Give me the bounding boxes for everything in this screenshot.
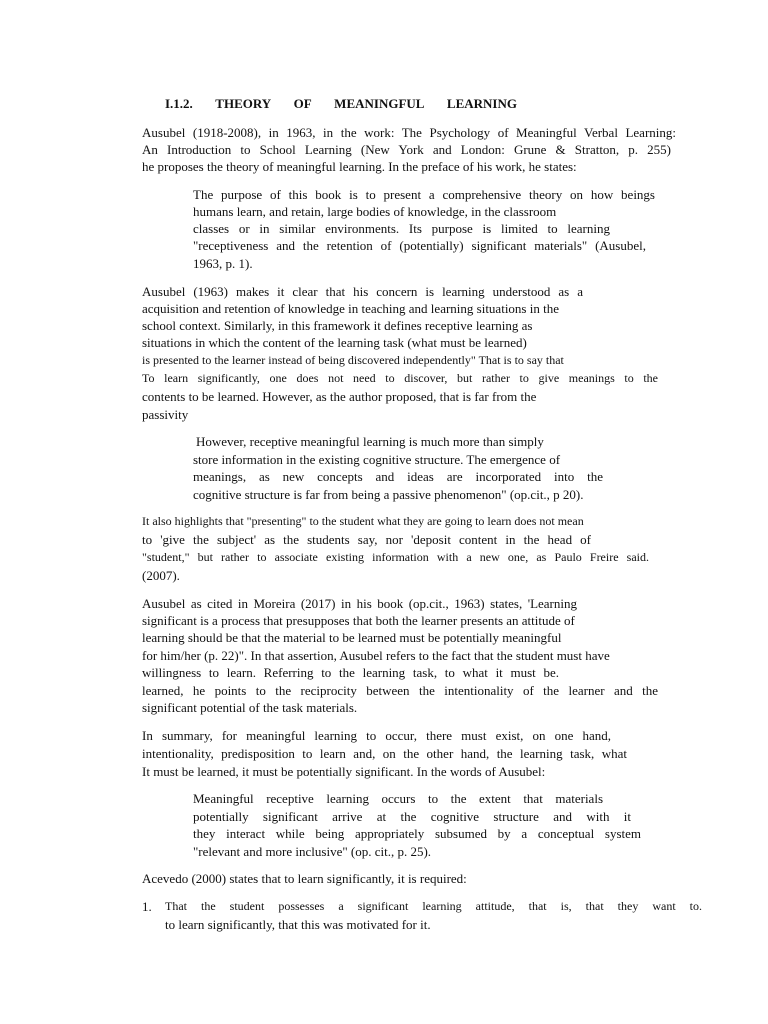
paragraph-line: to 'give the subject' as the students say, nor 'deposit content in the head of bbox=[142, 532, 591, 547]
paragraph-line: significant is a process that presupposes that both the learner presents an attitude of bbox=[142, 613, 575, 628]
paragraph-line: It must be learned, it must be potentially significant. In the words of Ausubel: bbox=[142, 764, 546, 779]
paragraph-line: To learn significantly, one does not need to discover, but rather to give meanings to the bbox=[142, 371, 658, 385]
paragraph-line: school context. Similarly, in this framework it defines receptive learning as bbox=[142, 318, 533, 333]
quote-line: meanings, as new concepts and ideas are incorporated into the bbox=[193, 469, 603, 484]
quote-line: The purpose of this book is to present a comprehensive theory on how beings bbox=[193, 187, 655, 202]
heading-word: LEARNING bbox=[446, 96, 517, 111]
quote-line: humans learn, and retain, large bodies of knowledge, in the classroom bbox=[193, 204, 557, 219]
quote-line: potentially significant arrive at the cognitive structure and with it bbox=[193, 809, 631, 824]
paragraph-line: In summary, for meaningful learning to occur, there must exist, on one hand, bbox=[142, 728, 611, 743]
paragraph-line: willingness to learn. Referring to the learning task, to what it must be. bbox=[142, 665, 559, 680]
paragraph-line: situations in which the content of the learning task (what must be learned) bbox=[142, 335, 527, 350]
paragraph-line: Ausubel as cited in Moreira (2017) in his book (op.cit., 1963) states, 'Learning bbox=[142, 596, 577, 611]
paragraph-line: learned, he points to the reciprocity between the intentionality of the learner and the bbox=[142, 683, 658, 698]
quote-line: classes or in similar environments. Its purpose is limited to learning bbox=[193, 221, 610, 236]
paragraph-line: Ausubel (1963) makes it clear that his concern is learning understood as a bbox=[142, 284, 583, 299]
heading-word: THEORY bbox=[215, 96, 272, 111]
list-item-line: to learn significantly, that this was motivated for it. bbox=[165, 917, 431, 932]
quote-line: However, receptive meaningful learning is much more than simply bbox=[196, 434, 544, 449]
section-heading bbox=[165, 95, 517, 112]
paragraph-line: learning should be that the material to be learned must be potentially meaningful bbox=[142, 630, 562, 645]
heading-word: MEANINGFUL bbox=[334, 96, 425, 111]
quote-line: they interact while being appropriately subsumed by a conceptual system bbox=[193, 826, 641, 841]
quote-line: 1963, p. 1). bbox=[193, 256, 253, 271]
paragraph-line: An Introduction to School Learning (New York and London: Grune & Stratton, p. 255) bbox=[142, 142, 671, 157]
paragraph-line: It also highlights that "presenting" to the student what they are going to learn does not mean bbox=[142, 514, 584, 528]
quote-line: "relevant and more inclusive" (op. cit., p. 25). bbox=[193, 844, 432, 859]
quote-line: Meaningful receptive learning occurs to the extent that materials bbox=[193, 791, 603, 806]
paragraph-line: for him/her (p. 22)". In that assertion, Ausubel refers to the fact that the student must have bbox=[142, 648, 610, 663]
heading-word: OF bbox=[293, 96, 312, 111]
paragraph-line: "student," but rather to associate existing information with a new one, as Paulo Freire said. bbox=[142, 550, 649, 564]
paragraph-line: acquisition and retention of knowledge in teaching and learning situations in the bbox=[142, 301, 559, 316]
paragraph-line: passivity bbox=[142, 407, 189, 422]
quote-line: cognitive structure is far from being a passive phenomenon" (op.cit., p 20). bbox=[193, 487, 584, 502]
section-number: I.1.2. bbox=[165, 96, 193, 111]
paragraph-line: significant potential of the task materials. bbox=[142, 700, 358, 715]
list-marker: 1. bbox=[142, 899, 152, 914]
paragraph-line: (2007). bbox=[142, 568, 180, 583]
paragraph-line: Ausubel (1918-2008), in 1963, in the work: The Psychology of Meaningful Verbal Learning: bbox=[142, 125, 676, 140]
paragraph: Acevedo (2000) states that to learn significantly, it is required: bbox=[142, 871, 467, 886]
paragraph-line: he proposes the theory of meaningful learning. In the preface of his work, he states: bbox=[142, 159, 577, 174]
paragraph-line: intentionality, predisposition to learn and, on the other hand, the learning task, what bbox=[142, 746, 627, 761]
list-item-line: That the student possesses a significant learning attitude, that is, that they want to. bbox=[165, 899, 702, 913]
quote-line: "receptiveness and the retention of (potentially) significant materials" (Ausubel, bbox=[193, 238, 646, 253]
paragraph-line: contents to be learned. However, as the author proposed, that is far from the bbox=[142, 389, 537, 404]
quote-line: store information in the existing cognitive structure. The emergence of bbox=[193, 452, 561, 467]
paragraph-line: is presented to the learner instead of being discovered independently" That is to say that bbox=[142, 353, 564, 367]
